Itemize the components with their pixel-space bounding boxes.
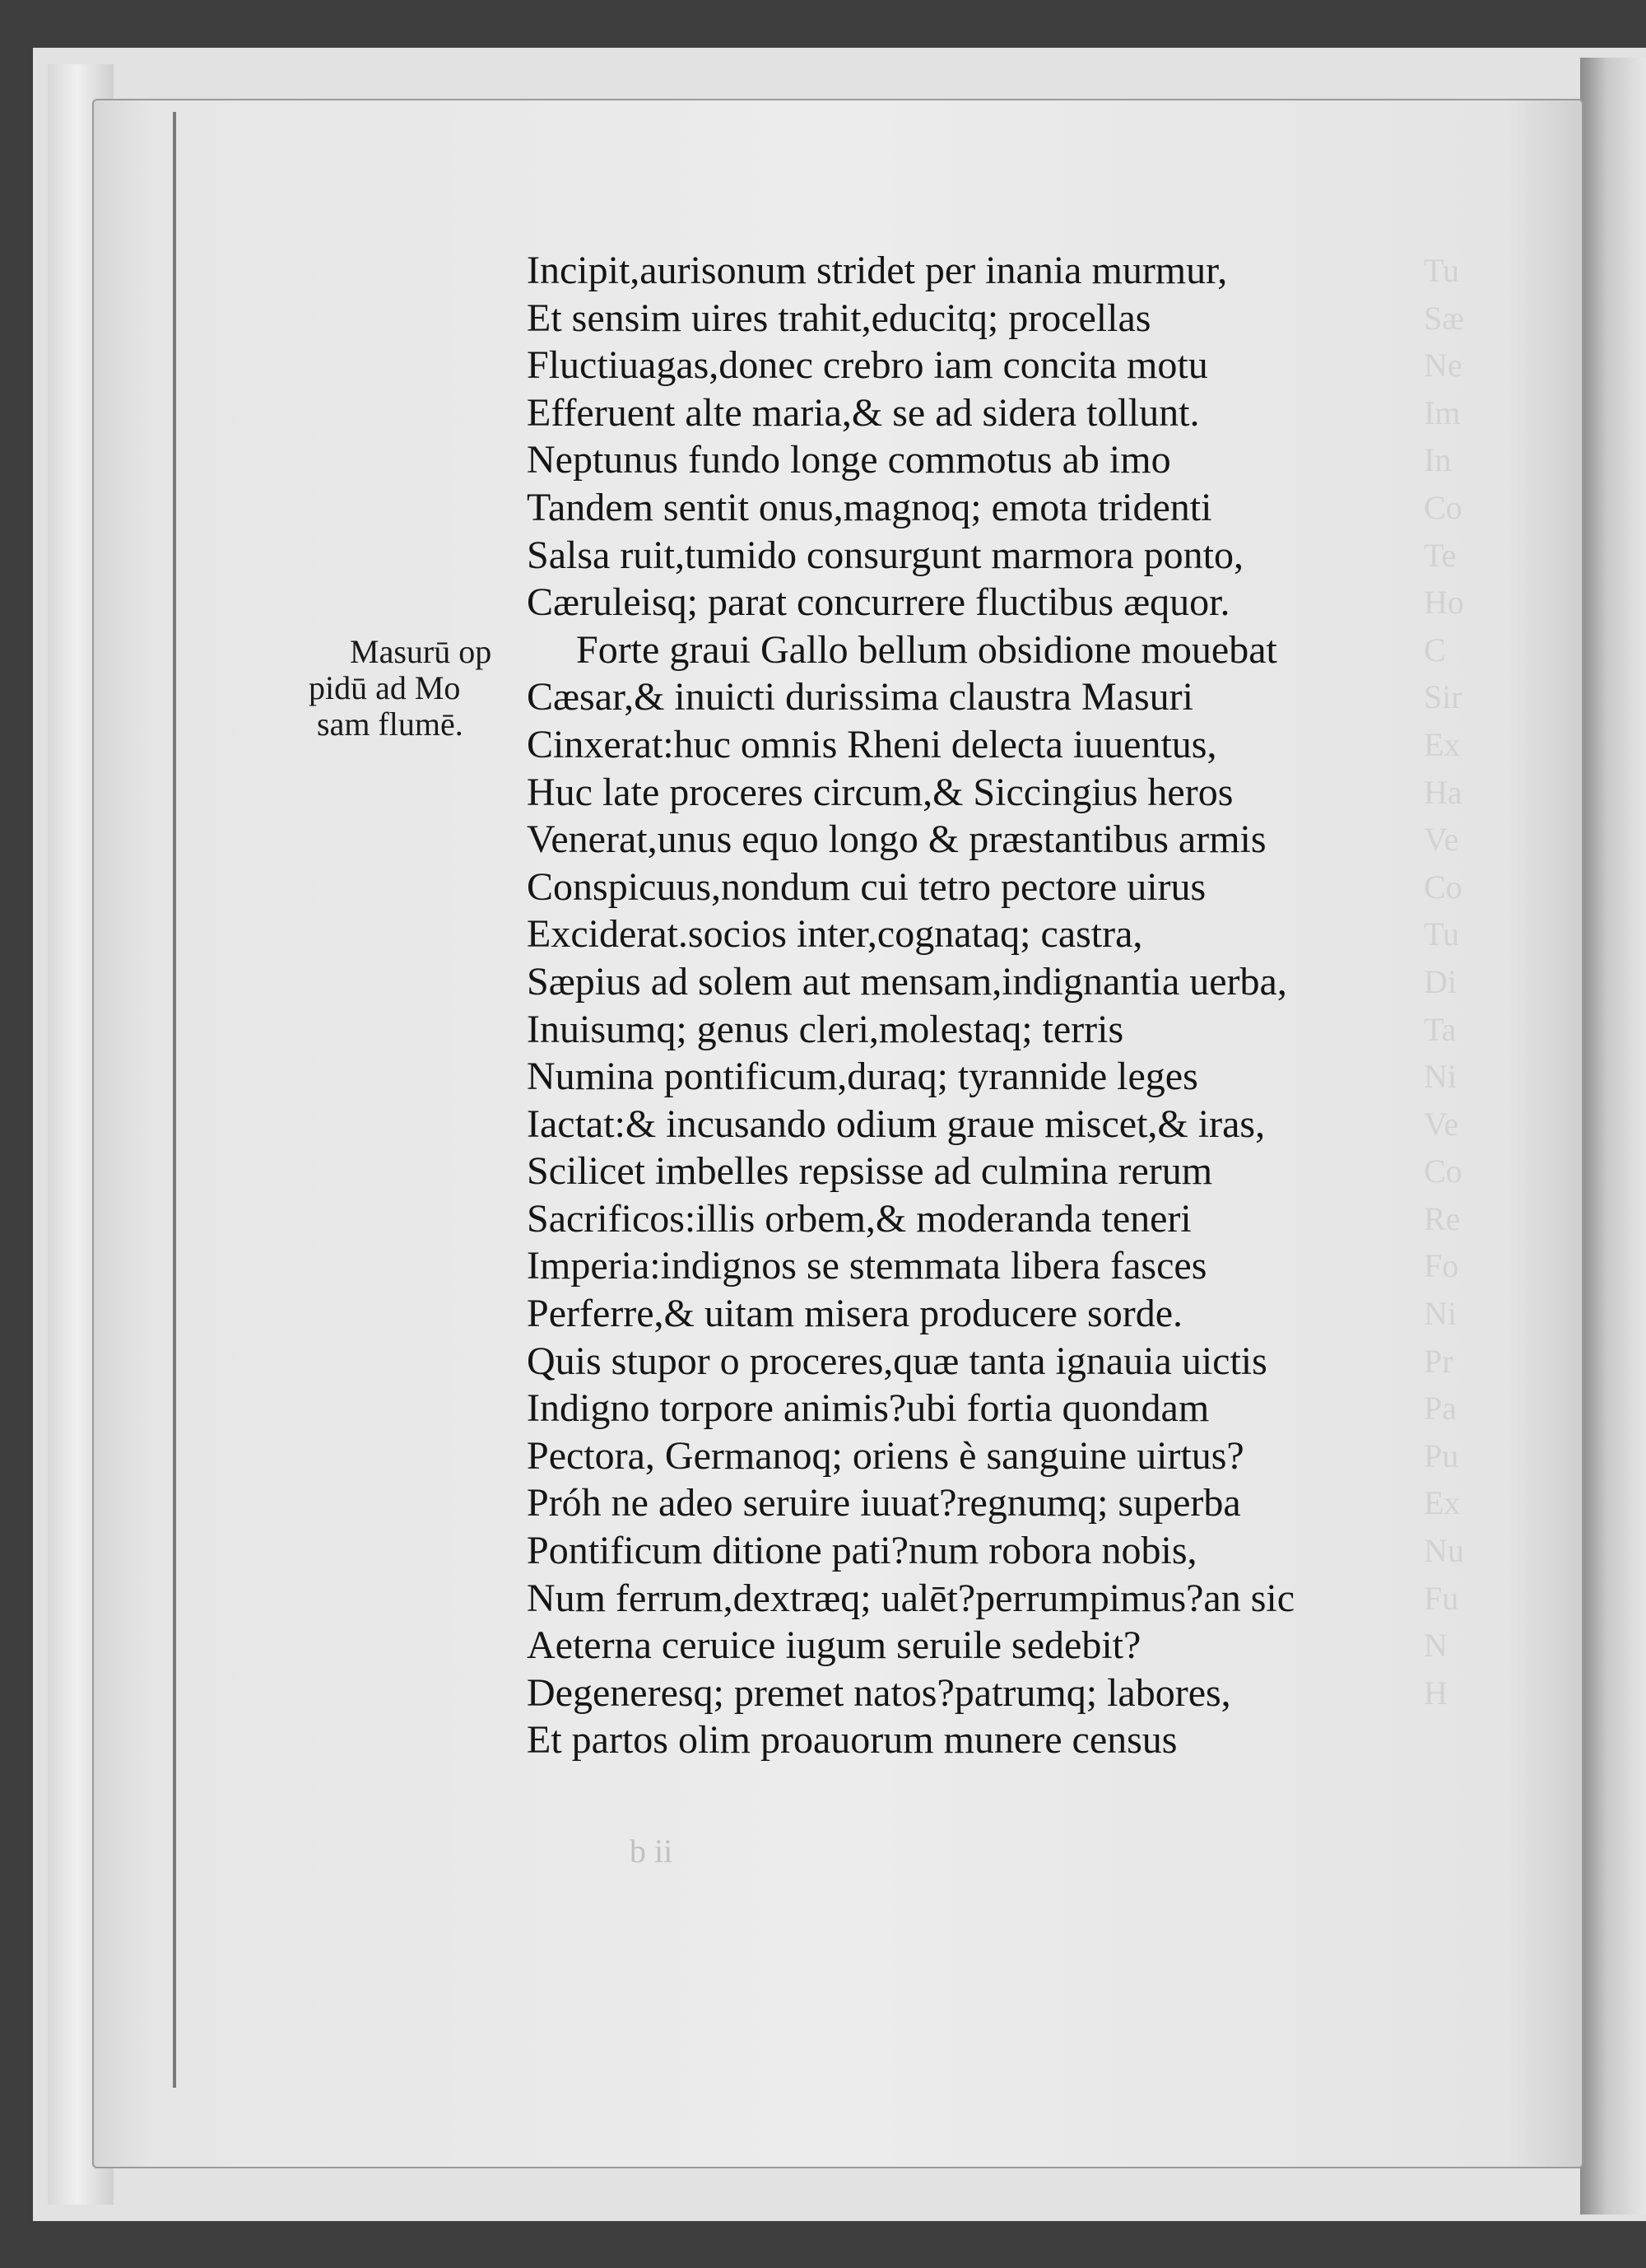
verse-line: Cæruleisq; parat concurrere fluctibus æquor. — [527, 580, 1230, 625]
note-line: Masurū op — [350, 633, 492, 670]
verse-line: Exciderat.socios inter,cognataq; castra, — [527, 912, 1143, 957]
verse-line: Cinxerat:huc omnis Rheni delecta iuuentus, — [527, 722, 1217, 766]
verse-line: Venerat,unus equo longo & præstantibus armis — [527, 817, 1267, 862]
verse-line: Tandem sentit onus,magnoq; emota tridenti — [527, 485, 1212, 529]
verse-line: Iactat:& incusando odium graue miscet,& iras, — [527, 1101, 1266, 1146]
verse-line: Numina pontificum,duraq; tyrannide leges — [527, 1055, 1198, 1099]
marginal-note — [309, 634, 531, 743]
verse-line: Forte graui Gallo bellum obsidione mouebat — [576, 627, 1277, 672]
verse-line: Quis stupor o proceres,quæ tanta ignauia uictis — [527, 1339, 1267, 1383]
page-inner-edge — [173, 112, 176, 2088]
verse-line: Salsa ruit,tumido consurgunt marmora ponto, — [527, 533, 1244, 577]
verse-line: Imperia:indignos se stemmata libera fasces — [527, 1244, 1207, 1288]
verse-line: Pontificum ditione pati?num robora nobis, — [527, 1529, 1197, 1573]
verse-line: Et partos olim proauorum munere census — [527, 1718, 1178, 1763]
verse-text-block — [527, 247, 1440, 1764]
verse-line: Pectora, Germanoq; oriens è sanguine uirtus? — [527, 1433, 1244, 1478]
verse-line: Indigno torpore animis?ubi fortia quondam — [527, 1386, 1210, 1431]
verse-line: Perferre,& uitam misera producere sorde. — [527, 1292, 1183, 1336]
verse-line: Scilicet imbelles repsisse ad culmina rerum — [527, 1149, 1213, 1194]
verse-line: Aeterna ceruice iugum seruile sedebit? — [527, 1623, 1142, 1668]
verse-line: Próh ne adeo seruire iuuat?regnumq; superba — [527, 1481, 1241, 1525]
verse-line: Fluctiuagas,donec crebro iam concita motu — [527, 343, 1208, 388]
right-gutter-shadow — [1580, 58, 1646, 2214]
verse-line: Degeneresq; premet natos?patrumq; labores, — [527, 1670, 1231, 1715]
verse-line: Incipit,aurisonum stridet per inania murmur, — [527, 249, 1228, 292]
verse-line: Sæpius ad solem aut mensam,indignantia uerba, — [527, 959, 1287, 1004]
verse-line: Conspicuus,nondum cui tetro pectore uirus — [527, 864, 1207, 909]
verse-line: Cæsar,& inuicti durissima claustra Masuri — [527, 675, 1193, 720]
verse-line: Inuisumq; genus cleri,molestaq; terris — [527, 1007, 1124, 1051]
verse-line: Huc late proceres circum,& Siccingius heros — [527, 770, 1234, 814]
verse-line: Et sensim uires trahit,educitq; procellas — [527, 296, 1151, 340]
show-through-text: Tu Sæ Ne Im In Co Te Ho C Sir Ex Ha Ve Co Tu Di Ta Ni Ve Co Re Fo Ni Pr Pa Pu Ex Nu Fu N H — [1424, 252, 1464, 1711]
verse-line: Neptunus fundo longe commotus ab imo — [527, 438, 1171, 482]
verse-line: Num ferrum,dextræq; ualēt?perrumpimus?an sic — [527, 1576, 1295, 1620]
verse-line: Sacrificos:illis orbem,& moderanda teneri — [527, 1196, 1192, 1241]
note-line: pidū ad Mo — [309, 669, 461, 706]
signature-mark: b ii — [630, 1833, 673, 1870]
verse-line: Efferuent alte maria,& se ad sidera tollunt. — [527, 390, 1200, 435]
note-line: sam flumē. — [317, 706, 463, 743]
